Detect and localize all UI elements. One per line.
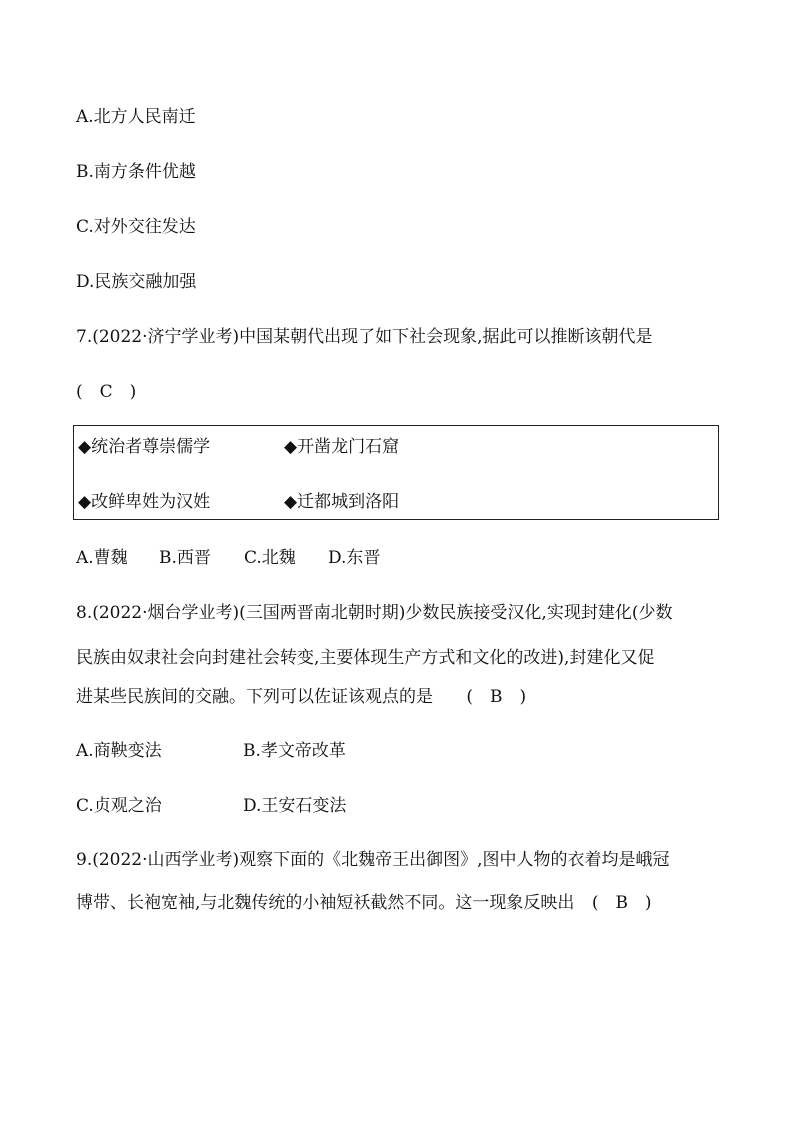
q6-option-a: A.北方人民南迁 [76, 107, 196, 127]
q7-option-b: B.西晋 [159, 548, 211, 568]
q6-option-b: B.南方条件优越 [76, 162, 196, 182]
q6-option-d: D.民族交融加强 [76, 272, 197, 292]
q8-stem-text: 进某些民族间的交融。下列可以佐证该观点的是 [76, 687, 433, 707]
q9-stem-line-2 [76, 892, 652, 914]
q8-option-a: A.商鞅变法 [76, 741, 162, 761]
q7-option-a: A.曹魏 [76, 548, 128, 568]
q7-box-item-4: ◆迁都城到洛阳 [284, 492, 400, 512]
q7-info-box [73, 425, 719, 520]
q7-box-item-3: ◆改鲜卑姓为汉姓 [78, 492, 211, 512]
q7-box-item-2: ◆开凿龙门石窟 [284, 437, 400, 457]
q7-box-item-1: ◆统治者尊崇儒学 [78, 437, 211, 457]
q7-stem: 7.(2022·济宁学业考)中国某朝代出现了如下社会现象,据此可以推断该朝代是 [76, 327, 653, 347]
q7-option-c: C.北魏 [244, 548, 296, 568]
q8-stem-line-1: 8.(2022·烟台学业考)(三国两晋南北朝时期)少数民族接受汉化,实现封建化(少数 [76, 603, 673, 623]
q9-stem-line-1: 9.(2022·山西学业考)观察下面的《北魏帝王出御图》,图中人物的衣着均是峨冠 [76, 850, 670, 870]
q9-stem-text: 博带、长袍宽袖,与北魏传统的小袖短袄截然不同。这一现象反映出 [76, 893, 575, 913]
q9-answer: ( B ) [591, 893, 652, 913]
q7-option-d: D.东晋 [328, 548, 381, 568]
q6-option-c: C.对外交往发达 [76, 217, 196, 237]
q8-stem-line-2: 民族由奴隶社会向封建社会转变,主要体现生产方式和文化的改进),封建化又促 [76, 648, 655, 668]
q8-answer: ( B ) [466, 687, 527, 707]
q8-option-d: D.王安石变法 [243, 796, 347, 816]
q8-option-b: B.孝文帝改革 [243, 741, 346, 761]
q8-stem-line-3 [76, 686, 526, 708]
q7-answer: ( C ) [76, 382, 137, 402]
q8-option-c: C.贞观之治 [76, 796, 162, 816]
